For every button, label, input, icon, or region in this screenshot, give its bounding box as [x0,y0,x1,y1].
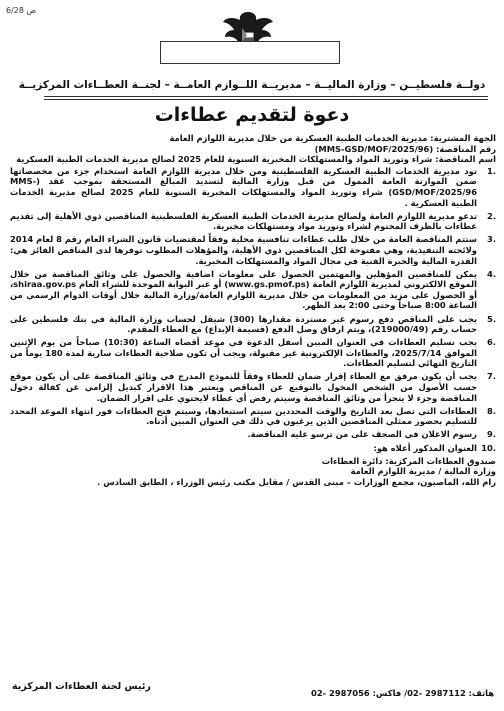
phone-fax: هاتف: 2987112 -02/ فاكس: 2987056 -02 [311,688,494,698]
address-line: رام الله، الماصيون، مجمع الوزارات – مبنى القدس / مقابل مكتب رئيس الوزراء ، الطابق السادس . [97,476,496,487]
item-text: تود مديرية الخدمات الطبية العسكرية الفلسطينية ومن خلال مديرية اللوازم العامة استخدام جزء من مخصصاتها ضمن الموازنة العامة الممول من قبل وزارة المالية لتسديد المبالغ المستحقة بموجب عقد (MMS-GSD/MOF/2025/96) شراء وتوريد المواد والمستهلكات المخبرية السنوية للعام 2025 لصالح مديرية الخدمات الطبية العسكرية . [10,165,477,208]
address-line: صندوق العطاءات المركزية: دائرة العطاءات [321,455,496,466]
list-item [10,234,496,266]
item-text: يمكن للمناقصين المؤهلين والمهتمين الحصول على معلومات اضافية والحصول على وثائق المناقصة من خلال الموقع الالكتروني لمديرية اللوازم العامة (www.gs.pmof.ps) أو عبر البوابة الموحدة للشراء العام shiraa.gov.ps، أو الحصول على مزيد من المعلومات من خلال مديرية اللوازم العامة/وزارة المالية خلال أوقات الدوام الرسمي من الساعة 8:00 صباحاً وحتى 2:00 بعد الظهر. [10,268,477,311]
list-item [10,269,496,311]
item-text: يجب على المناقص دفع رسوم غير مستردة مقدارها (300) شيقل لحساب وزارة المالية في بنك فلسطين على حساب رقم (219000/49)، ويتم ارفاق وصل الدفع (قسيمة الإيداع) مع العطاء المقدم. [10,313,477,335]
item-number: .4 [487,268,496,279]
item-text: يجب تسليم العطاءات في العنوان المبين أسفل الدعوة في موعد أقصاه الساعة (10:30) صباحاً من يوم الإثنين الموافق 2025/7/14، والعطاءات الإلكترونية غير مقبولة، ويجب أن تكون صلاحية العطاءات سارية لمدة 180 يوماً من التاريخ النهائي لتسليم العطاءات. [10,337,477,369]
item-number: .7 [487,371,496,382]
item-text: العطاءات التي تصل بعد التاريخ والوقت المحددين سيتم استبعادها، وسيتم فتح العطاءات فور انتهاء الموعد المحدد للتسليم بحضور ممثلي المناقصين الذين يرغبون في ذلك في العنوان المبين أدناه. [10,405,477,427]
item-text: العنوان المذكور أعلاه هو: [373,442,477,453]
page-number: 6/28 ص [6,6,37,15]
notice-body [10,133,496,487]
item-number: .6 [487,337,496,348]
signature-title: رئيس لجنة العطاءات المركزية [12,681,151,692]
list-item [10,371,496,403]
item-text: يجب أن يكون مرفق مع العطاء إقرار ضمان للعطاء وفقاً للنموذج المدرج في وثائق المناقصة على أن يكون موقع حسب الأصول من الشخص المخول بالتوقيع عن المناقص ويعتبر هذا الاقرار كبديل إلزامي عن كفالة دخول المناقصة وجزء لا يتجزأ من وثائق المناقصة وسيتم رفض أي عطاء لايحتوي على اقرار الضمان. [10,371,477,403]
notice-title: دعوة لتقديم عطاءات [154,104,350,126]
item-number: .10 [481,442,496,453]
tender-number: رقم المناقصة: (MMS-GSD/MOF/2025/96) [314,143,496,154]
item-number: .9 [487,429,496,440]
list-item [10,406,496,427]
list-item [10,166,496,208]
item-number: .8 [487,405,496,416]
list-item [10,314,496,335]
buyer-line: الجهة المشترية: مديرية الخدمات الطبية العسكرية من خلال مديرية اللوازم العامة [169,133,496,143]
header-divider [44,96,488,100]
list-item [10,443,496,454]
item-number: .5 [487,313,496,324]
item-text: رسوم الاعلان في الصحف على من ترسو عليه المناقصة. [247,429,477,440]
list-item [10,211,496,232]
letterhead-line: دولــة فلسطيــن – وزارة الماليــة – مديريــة اللــوازم العامــة – لجنــة العطــاءات المركزيــة [18,79,486,91]
item-number: .2 [487,210,496,221]
list-item [10,429,496,440]
item-number: .3 [487,234,496,245]
list-item [10,337,496,369]
tender-name: اسم المناقصة: شراء وتوريد المواد والمستهلكات المخبرية السنوية للعام 2025 لصالح مديرية الخدمات الطبية العسكرية [16,154,496,165]
item-number: .1 [487,165,496,176]
address-block [10,456,496,488]
address-line: وزارة المالية / مديرية اللوازم العامة [350,466,496,477]
item-text: تدعو مديرية اللوازم العامة ولصالح مديرية الخدمات الطبية العسكرية الفلسطينية المناقصين ذوي الأهلية إلى تقديم عطاءات بالظرف المختوم لشراء وتوريد مواد ومستهلكات مخبرية. [10,210,477,232]
item-text: ستتم المناقصة العامة من خلال طلب عطاءات تنافسية محلية وفقاً لمقتضيات قانون الشراء العام رقم 8 لعام 2014 ولائحته التنفيذية، وهي مفتوحة لكل المناقصين ذوي الأهلية، والمؤهلات المطلوب توفرها لدى المناقص الفائز هي: القدرة المالية والخبرة الفنية في مجال المواد والمستهلكات المخبرية. [10,234,477,266]
redacted-box [160,41,340,64]
